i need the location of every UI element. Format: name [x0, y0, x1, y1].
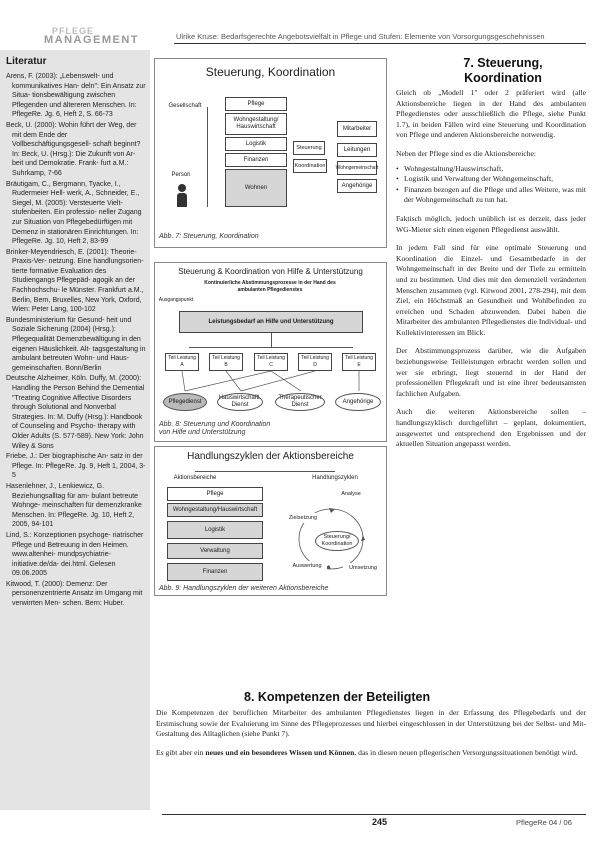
reference-item: Bräutigam, C., Bergmann, Tyacke, I., Rudermeier Hell- werk, A., Schneider, E., Siegel, M. (2005): Versteuerte Vielt- stufenbeiten. Ein professio- neller Zugang zur Situation von Pflegebedürftigen mit Demenz in stationären Einrichtungen. In: PflegeRe. Jg. 10, Heft 2, 83-99	[6, 180, 142, 246]
diagram-subtitle: Kontinuierliche Abstimmungsprozesse in der Hand des ambulanten Pflegedienstes	[195, 279, 345, 295]
cycle-label: Auswertung	[287, 561, 327, 571]
connector-line	[195, 471, 335, 472]
sidebar-title: Literatur	[6, 56, 47, 67]
cycle-label: Zielsetzung	[283, 513, 323, 523]
section-body	[396, 88, 586, 450]
paragraph: Gleich ob „Modell 1" oder 2 präferiert wird (alle Aktionsbereiche liegen in der Hand des ambulanten Pflegedienstes oder ausschließlich die Pflege, siehe Punkt 1.7), in beiden Fällen wird eine Steuerung und Koordination von Pflege und anderen Aktionsbereiche notwendig.	[396, 88, 586, 140]
section-heading: 7. Steuerung, Koordination	[463, 56, 543, 85]
person-icon	[175, 184, 189, 208]
header-divider	[174, 43, 586, 44]
diagram-box: Angehörige	[337, 179, 377, 193]
paragraph: In jedem Fall sind für eine optimale Steuerung und Koordination die Einzel- und Gesamtbedarfe in der Wohngemeinschaft in der Breite und der Tiefe zu ermitteln und zu bestimmen. Und dies mit den demenziell veränderten Menschen zusammen (vgl. Kitwood 2001, 278-294), mit dem Ziel, ein Höchstmaß an Gesundheit und Wohlbefinden zu erreichen und Schaden abzuwenden. Dabei haben die Mitarbeiter des ambulanten Pflegedienstes die Individual- und Kollektivinteressen im Blick.	[396, 243, 586, 337]
actor-oval: Angehörige	[335, 393, 381, 411]
paragraph: Auch die weiteren Aktionsbereiche sollen – handlungszyklisch durchgeführt – geplant, dokumentiert, ausgewertet und entsprechend den Ergebnissen und der aktuellen Situation angepasst werden.	[396, 407, 586, 449]
paragraph: Faktisch möglich, jedoch unüblich ist es derzeit, dass jeder WG-Mieter sich einen eigenen Pflegedienst auswählt.	[396, 213, 586, 234]
section-body	[156, 708, 586, 758]
page-number: 245	[372, 817, 388, 827]
bereich-box: Wohngestaltung/Hauswirtschaft	[167, 503, 263, 517]
logo-line-1: PFLEGE	[52, 26, 95, 36]
journal-issue: PflegeRe 04 / 06	[516, 818, 572, 827]
figure-caption: Abb. 7: Steuerung, Koordination	[159, 233, 259, 240]
diagram-box: Wohngemeinschaft	[337, 161, 377, 175]
cycle-label: Umsetzung	[343, 563, 383, 573]
diagram-box: Leistungsbedarf an Hilfe und Unterstützung	[179, 311, 363, 333]
diagram-box: Mitarbeiter	[337, 121, 377, 137]
page-header	[0, 0, 601, 50]
diagram-box: Logistik	[225, 137, 287, 151]
section-heading: 8. Kompetenzen der Beteiligten	[244, 690, 431, 704]
reference-item: Brinker-Meyendriesch, E. (2001): Theorie-Praxis-Ver- netzung. Eine handlungsorien- tierte formative Evaluation des Studiengangs Pflegepäd- agogik an der Fachhochschu- le Münster. Frankfurt a.M., Berlin, Bern, Bruxelles, New York, Oxford, Wien: Peter Lang, 100-102	[6, 248, 144, 314]
cycle-label: Analyse	[331, 489, 371, 499]
diagram-label: Gesellschaft	[163, 97, 207, 115]
column-label: Handlungszyklen	[305, 473, 365, 483]
reference-item: Bundesministerium für Gesund- heit und Soziale Sicherung (2004) (Hrsg.): Pflegequalität Demenzbewältigung in den eigenen Häuslichkeit. Alt- tagsgestaltung in ambulant betreuten Wohn- und Haus- gemeinschaften. Bonn/Berlin	[6, 316, 146, 372]
bullet-list	[396, 164, 586, 206]
running-title: Ulrike Kruse: Bedarfsgerechte Angebotsvielfalt in Pflege und Stufen: Elemente von Vorsorgungsgeschehnissen	[176, 32, 545, 41]
bullet-item: • Wohngestaltung/Hauswirtschaft,	[396, 164, 586, 175]
paragraph	[156, 748, 586, 759]
emphasis-text: neues und ein besonderes Wissen und Können	[205, 747, 355, 757]
connector-line	[207, 107, 208, 207]
literature-sidebar	[0, 50, 150, 810]
figure-title: Steuerung & Koordination von Hilfe & Unterstützung	[178, 267, 363, 276]
bereich-box: Finanzen	[167, 563, 263, 581]
figure-steuerung-hilfe	[154, 262, 387, 442]
diagram-box: Leitungen	[337, 143, 377, 157]
diagram-label: Person	[163, 169, 199, 181]
connector-lines	[155, 371, 388, 393]
bereich-box: Pflege	[167, 487, 263, 501]
connector-line	[189, 347, 353, 348]
figure-title: Handlungszyklen der Aktionsbereiche	[187, 451, 354, 462]
leistung-box: Teil Leistung B	[209, 353, 243, 371]
leistung-box: Teil Leistung E	[342, 353, 376, 371]
reference-item: Friebe, J.: Der biographische An- satz in der Pflege. In: PflegeRe. Jg. 9, Heft 1, 2004, 3-5	[6, 453, 146, 480]
diagram-box: Wohngestaltung/ Hauswirtschaft	[225, 113, 287, 135]
figure-caption: Abb. 9: Handlungszyklen der weiteren Aktionsbereiche	[159, 585, 329, 592]
logo-line-2: MANAGEMENT	[44, 34, 140, 46]
figure-steuerung-koordination	[154, 58, 387, 248]
actor-oval: Pflegedienst	[163, 393, 207, 411]
text-run: Es gibt aber ein	[156, 747, 206, 757]
column-label: Aktionsbereiche	[165, 473, 225, 483]
paragraph: Der Abstimmungsprozess darüber, wie die Aufgaben beziehungsweise Teilleistungen erbracht werden sollen und wer sie erbringt, liegt steuernd in der Hand der professionellen Pflegekraft und ist eine ihrer bedeutsamsten fachlichen Aufgaben.	[396, 346, 586, 398]
connector-line	[271, 333, 272, 347]
reference-item: Hasenlehner, J., Lenkiewicz, G. Beziehungsalltag für am- bulant betreute Wohnge- meinschaften für demenzkranke Menschen. In: PflegeRe. Jg. 10, Heft 2, 2005, 94-101	[6, 482, 142, 529]
reference-item: Lind, S.: Konzeptionen psychoge- riatrischer Pflege und Betreuung in den Heimen. www.altenhei- mundpsychiatrie-initiative.de/da- dei.html. Gelesen 09.06.2005	[6, 531, 144, 578]
text-run: , das in diesen neuen pflegerischen Versorgungssituationen benötigt wird.	[354, 747, 578, 757]
bullet-item: • Finanzen bezogen auf die Pflege und alles Weitere, was mit der Wohngemeinschaft zu tun hat.	[396, 185, 586, 206]
diagram-label: Ausgangspunkt	[159, 295, 193, 305]
cycle-center: Steuerung/ Koordination	[315, 531, 359, 551]
actor-oval: Hauswirtschaftl. Dienst	[217, 393, 263, 411]
bereich-box: Verwaltung	[167, 543, 263, 559]
reference-item: Arens, F. (2003): „Lebenswelt- und kommunikatives Han- deln": Ein Ansatz zur Situa- tionsbewältigung zwischen Pflegenden und ältereren Menschen. In: PflegeRe. Jg. 6, Heft 2, S. 66-73	[6, 73, 146, 119]
reference-item: Beck, U. (2000): Wohin führt der Weg, der mit dem Ende der Vollbeschäftigungsgesell- schaft beginnt? In: Beck, U. (Hrsg.): Die Zukunft von Ar- beit und Demokratie. Frank- furt a.M.: Suhrkamp, 7-66	[6, 121, 141, 177]
diagram-box: Steuerung	[293, 141, 325, 155]
actor-oval: Therapeutischer Dienst	[275, 393, 325, 411]
figure-handlungszyklen	[154, 446, 387, 596]
reference-item: Deutsche Alzheimer, Köln. Duffy, M. (2000): Handling the Person Behind the Demential "Treating Cognitive Affective Disorders through Solutional and Nonverbal Strategies. In: M. Duffy (Hrsg.): Handbook of Counseling and Psycho- therapy with Older Adults (S. 577-589). New York: John Wiley & Sons	[6, 375, 145, 450]
reference-item: Kitwood, T. (2000): Demenz: Der personenzentrierte Ansatz im Umgang mit verwirrten Men- schen. Bern: Huber.	[6, 580, 143, 608]
leistung-box: Teil Leistung C	[254, 353, 288, 371]
leistung-box: Teil Leistung A	[165, 353, 199, 371]
reference-list	[6, 72, 146, 610]
figure-title: Steuerung, Koordination	[205, 65, 336, 79]
diagram-box: Koordination	[293, 159, 327, 173]
diagram-box: Finanzen	[225, 153, 287, 167]
paragraph: Neben der Pflege sind es die Aktionsbereiche:	[396, 148, 537, 158]
paragraph: Die Kompetenzen der beruflichen Mitarbeiter des ambulanten Pflegedienstes liegen in der Erfassung des Pflegebedarfs und der Erstmischung sowie der Evaluierung im Sinne des Pflegeprozesses und hierbei eingeschlossen in der Unterstützung bei der Selbst- und Mit-Gestaltung des Alltaglichen (siehe Punkt 7).	[156, 708, 586, 739]
journal-logo	[14, 26, 154, 48]
diagram-box: Wohnen	[225, 169, 287, 207]
leistung-box: Teil Leistung D	[298, 353, 332, 371]
bullet-item: • Logistik und Verwaltung der Wohngemeinschaft,	[396, 174, 586, 185]
figure-caption: Abb. 8: Steuerung und Koordination von Hilfe und Unterstützung	[159, 421, 271, 436]
diagram-box: Pflege	[225, 97, 287, 111]
footer-divider	[162, 814, 586, 815]
bereich-box: Logistik	[167, 521, 263, 539]
